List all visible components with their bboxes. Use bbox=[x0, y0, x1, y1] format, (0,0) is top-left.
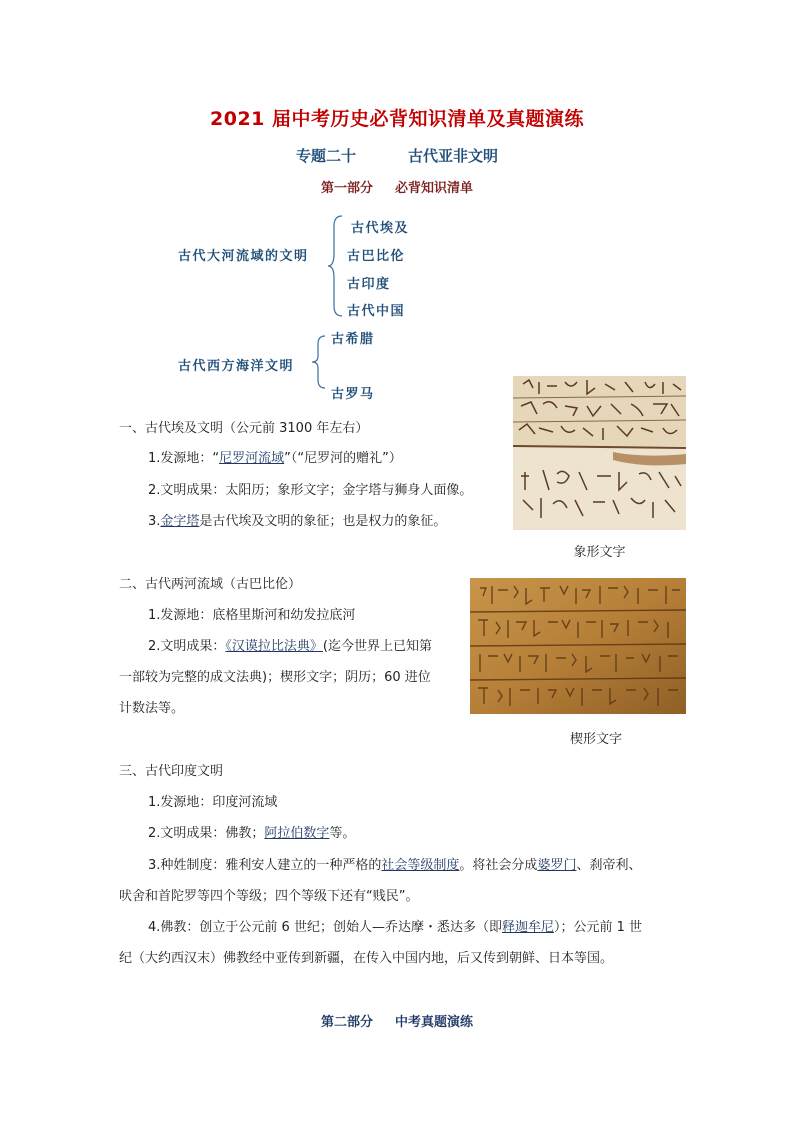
section3-line3-cont: 吠舍和首陀罗等四个等级；四个等级下还有“贱民”。 bbox=[119, 889, 419, 904]
nile-link[interactable]: 尼罗河流域 bbox=[219, 451, 285, 466]
section1-line2: 2.文明成果：太阳历；象形文字；金字塔与狮身人面像。 bbox=[148, 483, 473, 498]
page-title: 2021 届中考历史必背知识清单及真题演练 bbox=[210, 108, 584, 130]
section2-line2: 2.文明成果：《汉谟拉比法典》(迄今世界上已知第 bbox=[148, 639, 432, 654]
arabic-numerals-link[interactable]: 阿拉伯数字 bbox=[264, 826, 330, 841]
section3-line1: 1.发源地：印度河流域 bbox=[148, 795, 278, 810]
section2-heading: 二、古代两河流域（古巴比伦） bbox=[119, 577, 302, 592]
brahmin-link[interactable]: 婆罗门 bbox=[537, 858, 577, 873]
section3-line4: 4.佛教：创立于公元前 6 世纪；创始人—乔达摩・悉达多（即释迦牟尼）；公元前 1 世 bbox=[148, 920, 643, 935]
section3-line3: 3.种姓制度：雅利安人建立的一种严格的社会等级制度。将社会分成婆罗门、刹帝利、 bbox=[148, 858, 642, 873]
diagram-group1-item: 古巴比伦 bbox=[347, 249, 406, 264]
hieroglyph-caption: 象形文字 bbox=[573, 545, 626, 560]
part1-label: 第一部分 bbox=[320, 181, 373, 196]
shakyamuni-link[interactable]: 释迦牟尼 bbox=[501, 920, 554, 935]
cuneiform-image bbox=[470, 578, 686, 714]
hieroglyph-illustration bbox=[513, 376, 686, 530]
diagram-group2-item: 古希腊 bbox=[331, 332, 375, 347]
hammurabi-link[interactable]: 《汉谟拉比法典》 bbox=[225, 639, 323, 654]
diagram-group1-item: 古代中国 bbox=[347, 304, 406, 319]
section3-line2: 2.文明成果：佛教；阿拉伯数字等。 bbox=[148, 826, 356, 841]
topic-number: 专题二十 bbox=[295, 147, 356, 165]
cuneiform-caption: 楔形文字 bbox=[569, 732, 622, 747]
section1-line1: 1.发源地：“尼罗河流域”（“尼罗河的赠礼”） bbox=[148, 451, 402, 466]
section2-line1: 1.发源地：底格里斯河和幼发拉底河 bbox=[148, 608, 356, 623]
part1-name: 必背知识清单 bbox=[395, 181, 474, 196]
section2-line2-cont2: 计数法等。 bbox=[119, 701, 185, 716]
diagram-group2-label: 古代西方海洋文明 bbox=[178, 359, 295, 374]
brace-icon bbox=[310, 334, 328, 390]
diagram-group1-item: 古代埃及 bbox=[351, 221, 410, 236]
cuneiform-illustration bbox=[470, 578, 686, 714]
topic-subtitle bbox=[0, 145, 794, 166]
section1-line3: 3.金字塔是古代埃及文明的象征；也是权力的象征。 bbox=[148, 514, 447, 529]
section3-heading: 三、古代印度文明 bbox=[119, 764, 224, 779]
section2-line2-cont: 一部较为完整的成文法典)；楔形文字；阴历；60 进位 bbox=[119, 670, 431, 685]
part1-heading bbox=[0, 177, 794, 196]
section3-line4-cont: 纪（大约西汉末）佛教经中亚传到新疆，在传入中国内地，后又传到朝鲜、日本等国。 bbox=[119, 951, 614, 966]
pyramid-link[interactable]: 金字塔 bbox=[160, 514, 200, 529]
diagram-group1-item: 古印度 bbox=[347, 277, 391, 292]
part2-heading bbox=[0, 1011, 794, 1030]
diagram-group1-label: 古代大河流域的文明 bbox=[178, 249, 309, 264]
caste-system-link[interactable]: 社会等级制度 bbox=[381, 858, 460, 873]
section1-heading: 一、古代埃及文明（公元前 3100 年左右） bbox=[119, 421, 369, 436]
brace-icon bbox=[326, 214, 346, 318]
diagram-group2-item: 古罗马 bbox=[331, 387, 375, 402]
topic-name: 古代亚非文明 bbox=[408, 147, 499, 165]
part2-label: 第二部分 bbox=[320, 1015, 373, 1030]
hieroglyph-image bbox=[513, 376, 686, 530]
part2-name: 中考真题演练 bbox=[395, 1015, 474, 1030]
